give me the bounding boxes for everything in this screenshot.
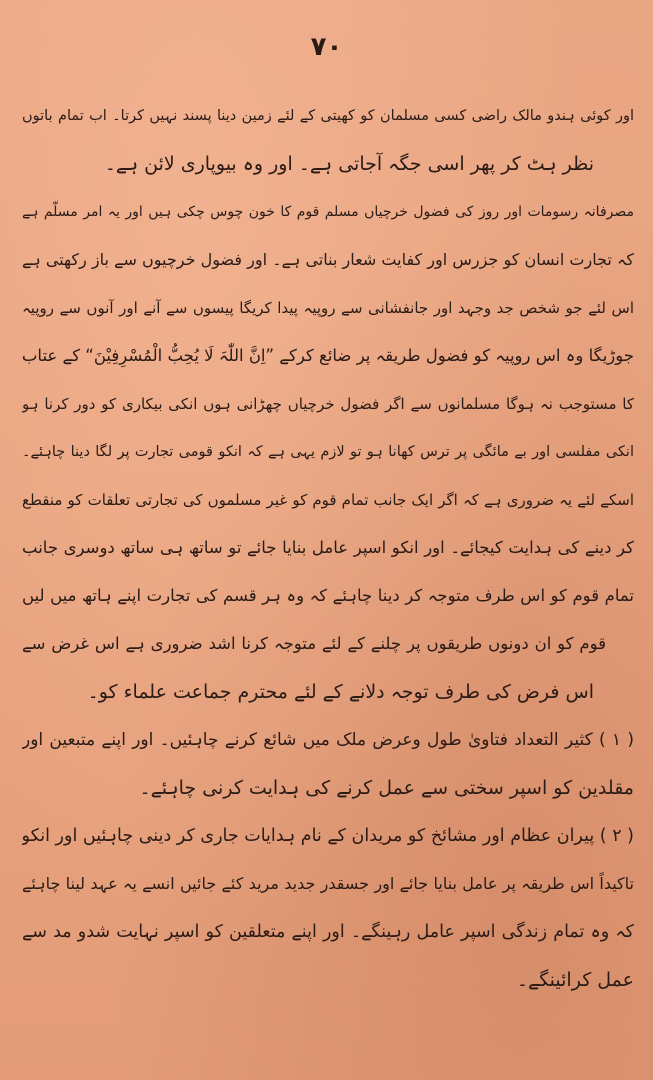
text-line-15: مقلدین کو اسپر سختی سے عمل کرنے کی ہدایت کرنی چاہئے۔ — [139, 777, 634, 799]
text-line-4: کہ تجارت انسان کو جزرس اور کفایت شعار بناتی ہے۔ اور فضول خرچیوں سے باز رکھتی ہے — [22, 250, 634, 269]
page-body-text — [22, 92, 634, 1004]
text-line-2: نظر ہٹ کر پھر اسی جگہ آجاتی ہے۔ اور وہ بیوپاری لائن ہے۔ — [104, 153, 594, 175]
text-line-1: اور کوئی ہندو مالک راضی کسی مسلمان کو کھیتی کے لئے زمین دینا پسند نہیں کرتا۔ اب تمام باتوں — [22, 108, 634, 124]
text-line-13: اس فرض کی طرف توجہ دلانے کے لئے محترم جماعت علماء کو۔ — [87, 681, 594, 703]
page-number: ۷۰ — [310, 32, 343, 62]
text-line-16: ( ۲ ) پیران عظام اور مشائخ کو مریدان کے نام ہدایات جاری کر دینی چاہئیں اور انکو — [22, 826, 634, 846]
text-line-17: تاکیداً اس طریقہ پر عامل بنایا جائے اور جسقدر جدید مرید کئے جائیں انسے یہ عہد لینا چاہئے — [22, 874, 634, 893]
text-line-14: ( ۱ ) کثیر التعداد فتاویٰ طول وعرض ملک میں شائع کرنے چاہئیں۔ اور اپنے متبعین اور — [22, 730, 634, 750]
text-line-10: کر دینے کی ہدایت کیجائے۔ اور انکو اسپر عامل بنایا جائے تو ساتھ ہی ساتھ دوسری جانب — [22, 538, 634, 557]
text-line-6: جوڑیگا وہ اس روپیہ کو فضول طریقہ پر ضائع کرکے ”اِنَّ اللّٰہَ لَا یُحِبُّ الْمُسْرِفِیْنَ“ کے عتاب — [22, 346, 634, 365]
text-line-3: مصرفانہ رسومات اور روز کی فضول خرچیاں مسلم قوم کا خون چوس چکی ہیں اور یہ امر مسلّم ہے — [22, 204, 634, 220]
text-line-19: عمل کرائینگے۔ — [516, 969, 634, 991]
text-line-7: کا مستوجب نہ ہوگا مسلمانوں سے اگر فضول خرچیاں چھڑانی ہوں انکی بیکاری کو دور کرنا ہو — [22, 395, 634, 413]
text-line-9: اسکے لئے یہ ضروری ہے کہ اگر ایک جانب تمام قوم کو غیر مسلموں کی تجارتی تعلقات کو منقطع — [22, 491, 634, 509]
text-line-12: قوم کو ان دونوں طریقوں پر چلنے کے لئے متوجہ کرنا اشد ضروری ہے اس غرض سے — [22, 634, 606, 653]
text-line-18: کہ وہ تمام زندگی اسپر عامل رہینگے۔ اور اپنے متعلقین کو اسپر نہایت شدو مد سے — [22, 922, 634, 942]
text-line-11: تمام قوم کو اس طرف متوجہ کر دینا چاہئے کہ وہ ہر قسم کی تجارت اپنے ہاتھ میں لیں — [22, 586, 634, 605]
text-line-5: اس لئے جو شخص جد وجہد اور جانفشانی سے روپیہ پیدا کریگا پیسوں سے آنے اور آنوں سے روپیہ — [22, 299, 634, 317]
text-line-8: انکی مفلسی اور بے مائگی پر ترس کھانا ہو تو لازم یہی ہے کہ انکو قومی تجارت پر لگا دینا چاہئے۔ — [22, 444, 634, 460]
